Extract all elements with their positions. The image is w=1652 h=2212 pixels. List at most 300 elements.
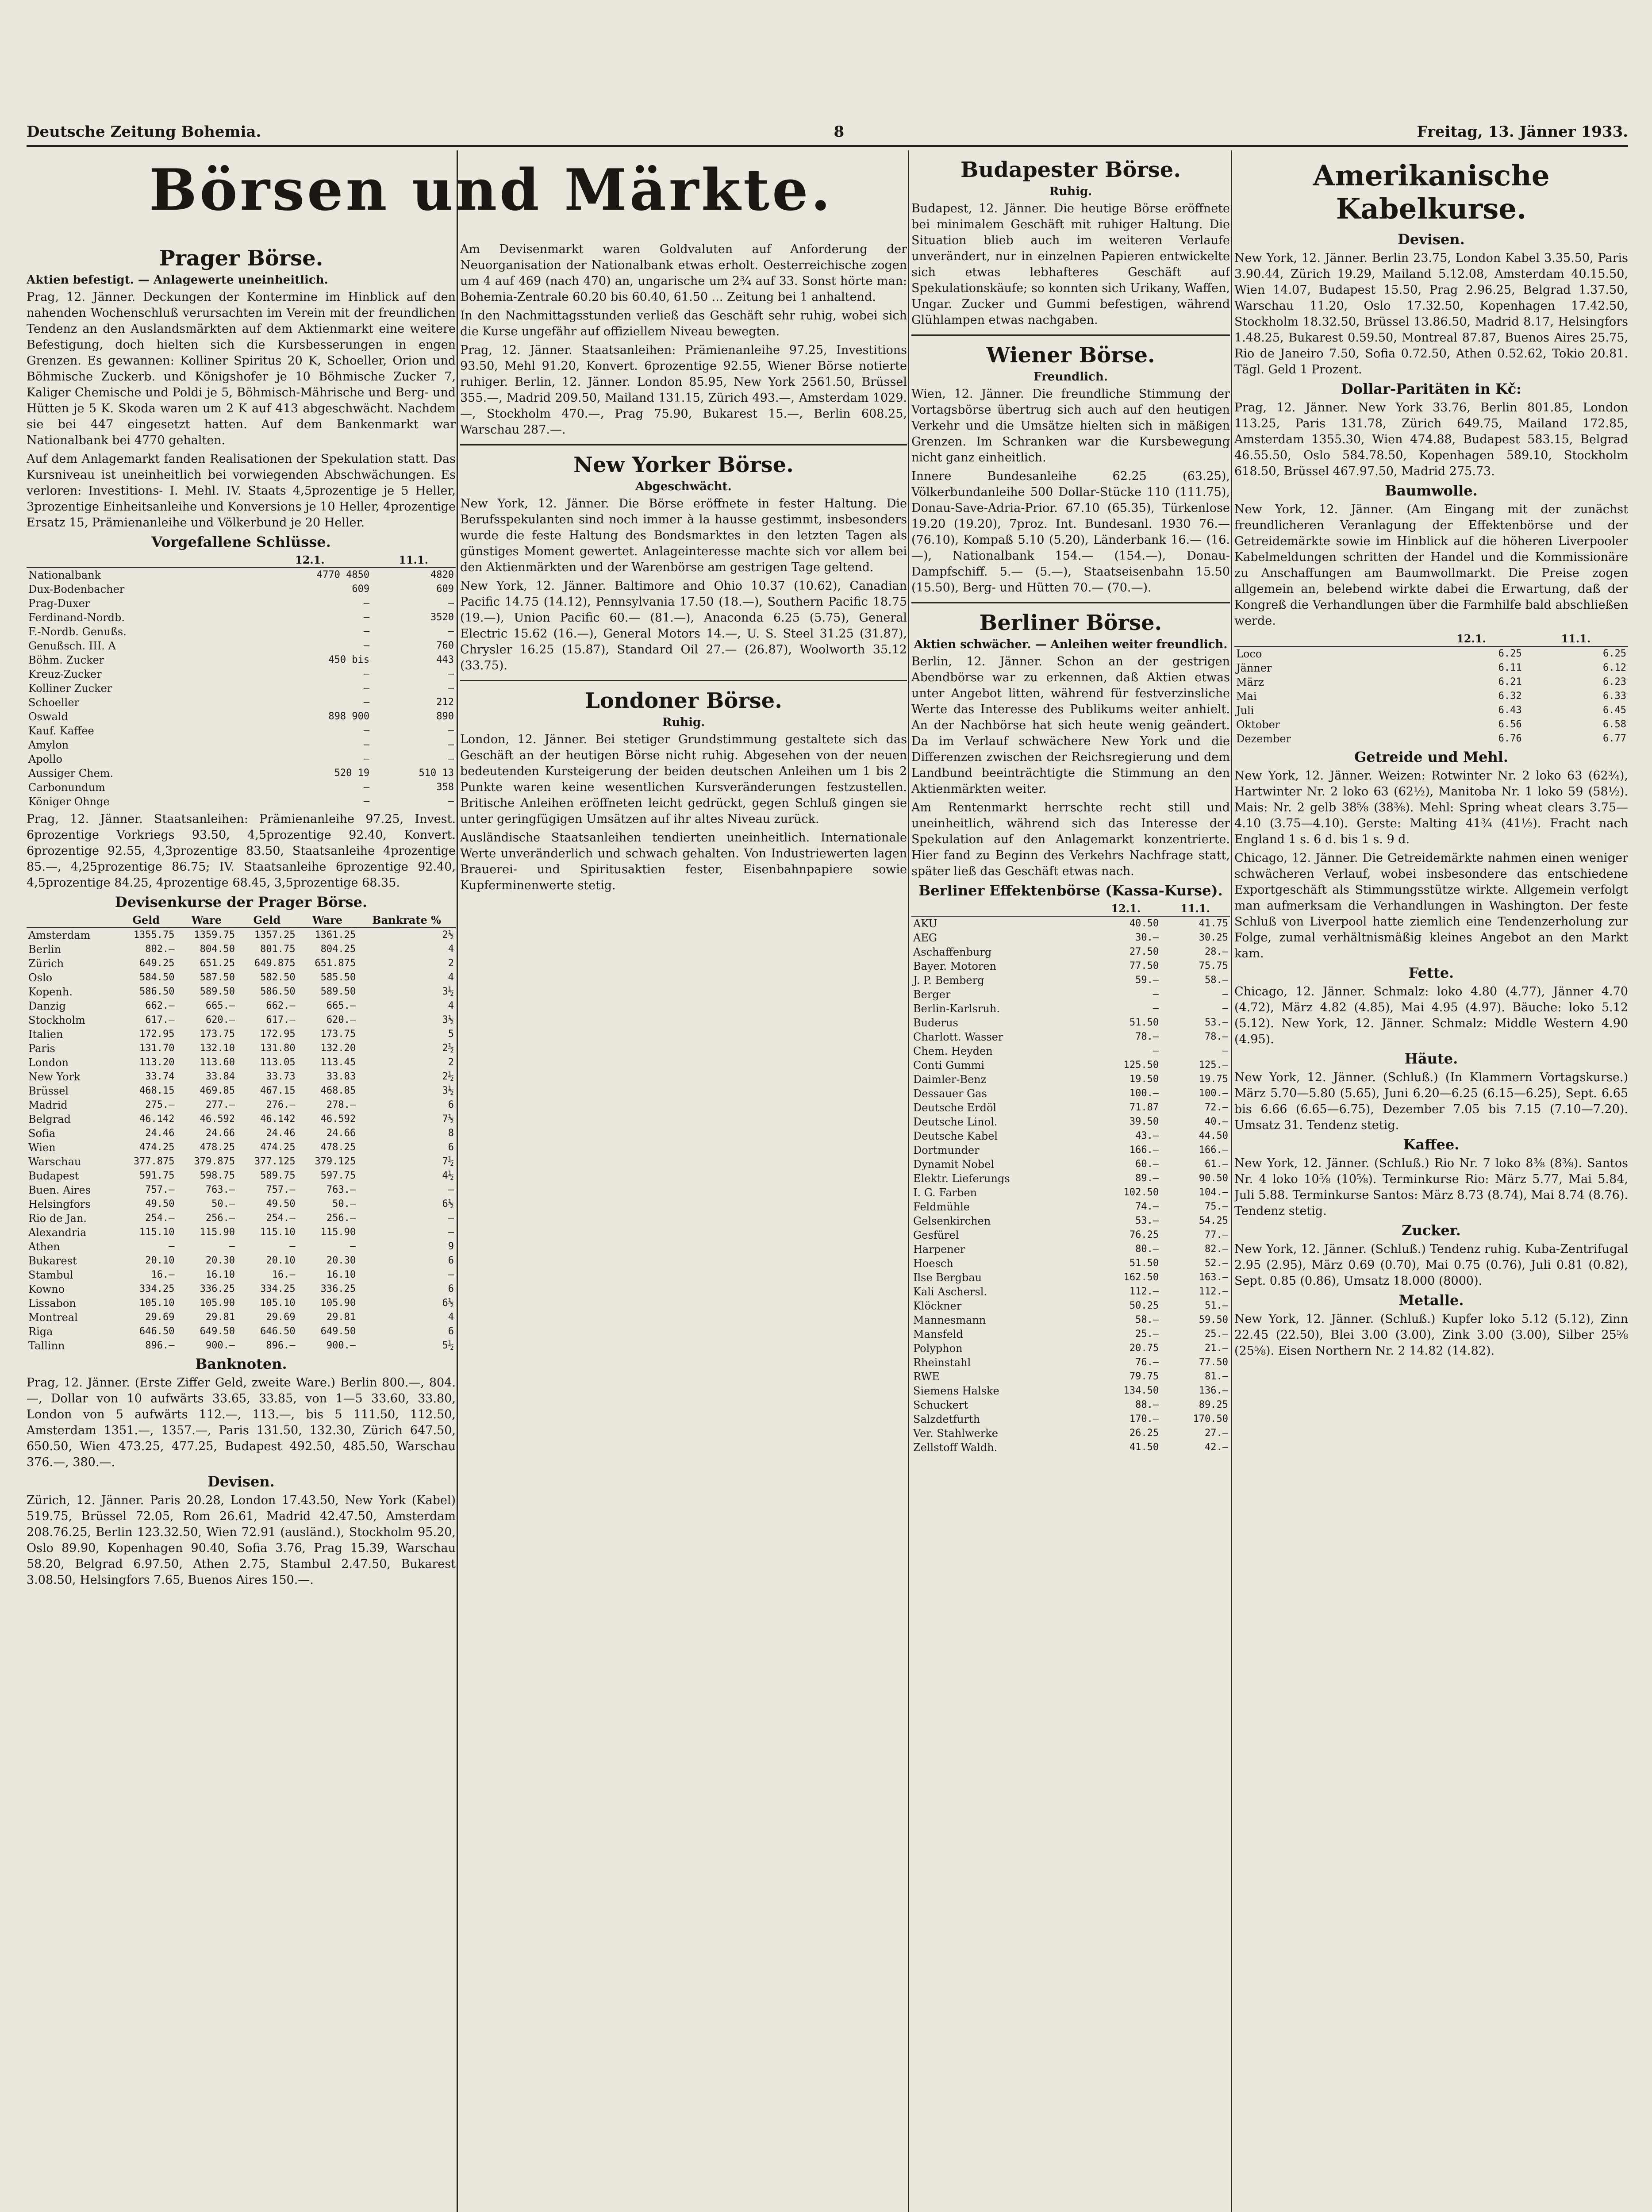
row-label: März [1236,676,1264,688]
row-label: Kowno [28,1283,65,1295]
cell-value: 60.— [1135,1159,1159,1170]
table-row [911,931,1230,945]
row-label: Prag-Duxer [28,597,90,610]
cell-value: 890 [436,711,454,722]
cell-value: 900.— [205,1340,235,1351]
cell-value: 3½ [442,1014,454,1025]
table-row [911,973,1230,987]
section-subtitle: Ruhig. [662,716,705,729]
cell-value: — [363,640,370,651]
row-label: Jänner [1236,662,1272,674]
cell-value: 589.75 [260,1170,296,1181]
table-row [1234,675,1628,689]
section-title-wien: Wiener Börse. [986,343,1155,368]
table-row [27,1254,456,1268]
table-row [911,1341,1230,1356]
cell-value: 254.— [266,1213,296,1224]
cell-value: 20.30 [205,1255,235,1266]
section-subtitle: Freundlich. [1033,370,1108,384]
table-row [911,1087,1230,1101]
row-label: Lissabon [28,1297,76,1310]
cell-value: 51.— [1205,1300,1228,1311]
cell-value: 51.50 [1129,1017,1159,1028]
masthead-title: Börsen und Märkte. [149,157,834,223]
effekten-table-title: Berliner Effektenbörse (Kassa-Kurse). [918,882,1223,899]
cell-value: 162.50 [1123,1272,1159,1283]
article-paragraph: New York, 12. Jänner. (Schluß.) Tendenz ruhig. Kuba-Zentrifugal 2.95 (2.95), März 0.69 (0.70), Mai 0.75 (0.76), Juli 0.81 (0.82), Sept. 0.85 (0.86), Umsatz 18.000 (8000). [1234,1242,1628,1288]
cell-value: 104.— [1199,1187,1228,1198]
cell-value: 6 [448,1283,454,1294]
cell-value: 649.50 [320,1326,356,1337]
column-header: Ware [177,913,237,928]
column-header: 12.1. [249,553,372,568]
row-label: Kauf. Kaffee [28,725,94,737]
row-label: Amylon [28,739,69,751]
cell-value: 277.— [205,1099,235,1110]
cell-value: — [448,683,454,694]
table-row [27,942,456,956]
row-label: Wien [28,1141,56,1154]
cell-value: 59.— [1135,975,1159,986]
cell-value: 582.50 [260,972,296,983]
cell-value: 646.50 [139,1326,175,1337]
cell-value: 804.25 [320,944,356,955]
row-label: Dux-Bodenbacher [28,583,125,595]
cell-value: — [363,598,370,609]
table-row [27,985,456,999]
row-label: Salzdetfurth [913,1413,980,1425]
cell-value: 76.— [1135,1357,1159,1368]
cell-value: 115.10 [260,1227,296,1238]
article-paragraph: New York, 12. Jänner. Weizen: Rotwinter Nr. 2 loko 63 (62¾), Hartwinter Nr. 2 loko 63 (62½), Manitoba Nr. 1 loko 59 (58½). Mais: Nr. 2 gelb 38⅝ (38⅜). Mehl: Spring wheat clears 3.75—4.10 (3.75—4.10). Gerste: Malting 41¾ (41½). Fracht nach England 1 s. 6 d. bis 1 s. 9 d. [1234,769,1628,846]
row-label: Riga [28,1325,53,1338]
article-paragraph: New York, 12. Jänner. Berlin 23.75, London Kabel 3.35.50, Paris 3.90.44, Zürich 19.29, Mailand 5.12.08, Amsterdam 40.15.50, Wien 14.07, Budapest 15.50, Prag 2.96.25, Belgrad 1.37.50, Warschau 11.20, Oslo 17.32.50, Kopenhagen 17.42.50, Stockholm 18.32.50, Brüssel 13.86.50, Madrid 8.17, Helsingfors 1.48.25, Bukarest 0.59.50, Montreal 87.87, Buenos Aires 25.75, Rio de Janeiro 7.50, Sofia 0.72.50, Athen 0.52.62, Tokio 20.81. Tägl. Geld 1 Prozent. [1234,251,1628,376]
row-label: Juli [1236,704,1254,717]
row-label: Gelsenkirchen [913,1215,991,1227]
cell-value: 40.— [1205,1116,1228,1127]
cell-value: — [229,1241,235,1252]
cell-value: 510 13 [419,768,454,779]
table-row [911,945,1230,959]
cell-value: — [1222,1045,1228,1056]
cell-value: 25.— [1205,1329,1228,1340]
table-row [27,710,456,724]
cell-value: 21.— [1205,1343,1228,1354]
table-row [911,1285,1230,1299]
table-row [911,1242,1230,1256]
article-paragraph: Prag, 12. Jänner. New York 33.76, Berlin 801.85, London 113.25, Paris 131.78, Zürich 649.75, Mailand 172.85, Amsterdam 1355.30, Wien 474.88, Budapest 583.15, Belgrad 46.55.50, Oslo 584.78.50, Kopenhagen 589.10, Stockholm 618.50, Brüssel 467.97.50, Madrid 275.73. [1234,401,1628,478]
cell-value: 81.— [1205,1371,1228,1382]
article-paragraph: New York, 12. Jänner. (Schluß.) (In Klammern Vortagskurse.) März 5.70—5.80 (5.65), Juni 6.20—6.25 (6.15—6.25), Sept. 6.65 bis 6.66 (6.65—6.75), Dezember 7.05 bis 7.15 (7.10—7.20). Umsatz 31. Tendenz stetig. [1234,1071,1628,1132]
cell-value: 4 [448,944,454,955]
section-subtitle: Aktien schwächer. — Anleihen weiter freundlich. [914,638,1228,651]
row-label: Böhm. Zucker [28,654,104,666]
row-label: Siemens Halske [913,1385,999,1397]
cell-value: 763.— [326,1184,356,1195]
cell-value: 6.25 [1603,648,1626,659]
cell-value: 665.— [205,1000,235,1011]
cell-value: 172.95 [260,1029,296,1040]
section-title-berlin: Berliner Börse. [979,611,1162,635]
table-row [27,1126,456,1141]
row-label: Klöckner [913,1300,962,1312]
cell-value: 6.76 [1498,733,1522,744]
cell-value: 651.875 [315,958,356,969]
row-label: Carbonundum [28,781,105,794]
cell-value: 6.11 [1498,662,1522,673]
cell-value: 58.— [1205,975,1228,986]
cell-value: 113.45 [320,1057,356,1068]
cell-value: — [363,626,370,637]
section-title-kabelkurse: Amerikanische Kabelkurse. [1313,159,1550,226]
cell-value: 16.10 [205,1269,235,1280]
article-paragraph: New York, 12. Jänner. (Am Eingang mit der zunächst freundlicheren Veranlagung der Effektenbörse und der Getreidemärkte sowie im Hinblick auf die höheren Liverpooler Kabelmeldungen schritten der Handel und die Kommissionäre zu Anschaffungen am Baumwollmarkt. Die Preise zogen allgemein an, belebend wirkte dabei die Erwartung, daß der Kongreß die Verhandlungen über die Farmhilfe bald abschließen werde. [1234,503,1628,628]
table-row [911,1412,1230,1426]
row-label: Harpener [913,1243,965,1256]
cell-value: 478.25 [200,1142,235,1153]
row-label: Danzig [28,1000,66,1012]
row-label: Warschau [28,1156,81,1168]
cell-value: 256.— [205,1213,235,1224]
devisen-table-title: Devisenkurse der Prager Börse. [115,894,368,910]
subsection-title: Baumwolle. [1385,482,1478,499]
table-row [27,752,456,766]
table-row [911,1030,1230,1044]
cell-value: — [448,668,454,680]
cell-value: 3½ [442,1085,454,1096]
table-row [27,1013,456,1027]
table-row [911,1072,1230,1087]
row-label: New York [28,1071,81,1083]
cell-value: 1359.75 [194,929,235,941]
cell-value: 80.— [1135,1244,1159,1255]
cell-value: 443 [436,654,454,665]
table-row [27,639,456,653]
table-row [1234,661,1628,675]
cell-value: 113.20 [139,1057,175,1068]
cell-value: 24.66 [205,1128,235,1139]
table-row [27,568,456,582]
row-label: Stockholm [28,1014,85,1026]
effekten-table [911,902,1230,1455]
row-label: Oswald [28,710,68,723]
article-paragraph: New York, 12. Jänner. Baltimore and Ohio 10.37 (10.62), Canadian Pacific 14.75 (14.12), Pennsylvania 17.50 (18.—), Southern Pacific 18.75 (19.—), Union Pacific 60.— (81.—), Anaconda 6.25 (5.75), General Electric 15.62 (16.—), General Motors 14.—, U. S. Steel 31.25 (31.87), Chrysler 16.25 (15.87), Standard Oil 27.— (26.87), Woolworth 35.12 (33.75). [460,579,907,672]
subsection-title: Getreide und Mehl. [1354,749,1509,765]
subsection-title: Fette. [1408,964,1454,981]
article-paragraph: Ausländische Staatsanleihen tendierten uneinheitlich. Internationale Werte unveränderlich und schwach gehalten. Von Industriewerten lagen Brauerei- und Spiritusaktien fester, Eisenbahnpapiere sowie Kupferminenwerte stetig. [460,831,907,892]
cell-value: 334.25 [139,1283,175,1294]
row-label: Dynamit Nobel [913,1158,994,1171]
article-paragraph: Innere Bundesanleihe 62.25 (63.25), Völkerbundanleihe 500 Dollar-Stücke 110 (111.75), Donau-Save-Adria-Prior. 67.10 (65.35), Türkenlose 19.20 (19.20), 7proz. Int. Bundesanl. 1930 76.— (76.10), Kompaß 5.10 (5.20), Länderbank 16.— (16.—), Nationalbank 154.— (154.—), Donau-Dampfschiff. 5.— (5.—), Staatseisenbahn 15.50 (15.50), Berg- und Hütten 70.— (70.—). [911,469,1230,595]
row-label: Bayer. Motoren [913,960,997,972]
cell-value: 6.21 [1498,676,1522,687]
cell-value: 24.46 [145,1128,175,1139]
row-label: Ferdinand-Nordb. [28,611,125,624]
cell-value: 6.56 [1498,719,1522,730]
table-row [911,1143,1230,1157]
cell-value: 27.50 [1129,946,1159,957]
row-label: Paris [28,1042,55,1055]
cell-value: — [1153,1003,1159,1014]
section-title-prager-boerse: Prager Börse. [159,246,323,271]
cell-value: 5 [448,1029,454,1040]
row-label: Buen. Aires [28,1184,91,1196]
table-row [1234,703,1628,718]
cell-value: 29.69 [145,1312,175,1323]
cell-value: 100.— [1129,1088,1159,1099]
cell-value: 617.— [266,1014,296,1025]
cell-value: 6.43 [1498,705,1522,716]
table-row [27,1197,456,1211]
trades-table [27,553,456,809]
article-paragraph: Chicago, 12. Jänner. Die Getreidemärkte nahmen einen weniger schwächeren Verlauf, wobei insbesondere das entschiedene Exportgeschäft als Stimmungsstütze wirkte. Allgemein verfolgt man aufmerksam die Verhandlungen in Washington. Der feste Schluß von Liverpool hatte ziemlich eine Tendenzerholung zur Folge, zumal verhältnismäßig kleines Angebot an den Markt kam. [1234,851,1628,960]
cell-value: — [1222,989,1228,1000]
table-row [27,1141,456,1155]
row-label: Alexandria [28,1226,87,1239]
subsection-title: Devisen. [1398,231,1465,248]
cell-value: 520 19 [334,768,370,779]
cell-value: — [363,668,370,680]
row-label: Aschaffenburg [913,946,992,958]
row-label: AEG [913,932,937,944]
table-row [911,1256,1230,1271]
subsection-title: Häute. [1404,1050,1458,1067]
cell-value: 71.87 [1129,1102,1159,1113]
table-row [911,1440,1230,1455]
cell-value: 173.75 [200,1029,235,1040]
cell-value: 105.10 [139,1298,175,1309]
cell-value: 649.25 [139,958,175,969]
cell-value: 102.50 [1123,1187,1159,1198]
column-three [911,150,1230,1455]
header-newspaper-name: Deutsche Zeitung Bohemia. [27,123,261,141]
cell-value: — [448,1213,454,1224]
row-label: Gesfürel [913,1229,959,1241]
row-label: Aussiger Chem. [28,767,114,780]
table-row [27,1325,456,1339]
row-label: Dezember [1236,733,1291,745]
cell-value: 468.85 [320,1085,356,1096]
cell-value: 49.50 [145,1198,175,1210]
cell-value: 804.50 [200,944,235,955]
section-title-new-york: New Yorker Börse. [573,453,794,477]
cell-value: 50.25 [1129,1300,1159,1311]
cell-value: 4 [448,1000,454,1011]
cell-value: 6 [448,1326,454,1337]
row-label: Zellstoff Waldh. [913,1441,998,1454]
table-row [1234,646,1628,661]
cell-value: 77.50 [1199,1357,1228,1368]
table-row [27,956,456,971]
table-row [27,999,456,1013]
cell-value: 170.— [1129,1413,1159,1425]
cell-value: 757.— [145,1184,175,1195]
cell-value: 163.— [1199,1272,1228,1283]
table-row [911,1327,1230,1341]
table-row [27,1155,456,1169]
cell-value: 6 [448,1255,454,1266]
cell-value: 256.— [326,1213,356,1224]
row-label: Ilse Bergbau [913,1271,982,1284]
cell-value: 8 [448,1128,454,1139]
row-label: Apollo [28,753,62,765]
row-label: Stambul [28,1269,73,1281]
cell-value: 7½ [442,1156,454,1167]
table-row [27,667,456,681]
row-label: Buderus [913,1017,958,1029]
cell-value: — [448,1269,454,1280]
cell-value: 474.25 [260,1142,296,1153]
article-paragraph: New York, 12. Jänner. Die Börse eröffnete in fester Haltung. Die Berufsspekulanten sind noch immer à la hausse gestimmt, insbesonders wurde die feste Haltung des Bondsmarktes in den letzten Tagen als günstiges Moment gewertet. Anlageinteresse machte sich vor allem bei den Aktienmärkten und der Warenbörse am gestrigen Tage geltend. [460,497,907,574]
cell-value: — [1153,1045,1159,1056]
column-header: Geld [116,913,177,928]
cell-value: 1355.75 [133,929,175,941]
article-paragraph: In den Nachmittagsstunden verließ das Geschäft sehr ruhig, wobei sich die Kurse ungefähr auf offiziellem Niveau bewegten. [460,309,907,338]
cell-value: 760 [436,640,454,651]
row-label: Oktober [1236,718,1280,731]
cell-value: 275.— [145,1099,175,1110]
cell-value: 170.50 [1193,1413,1228,1425]
table-row [1234,689,1628,703]
baumwolle-table [1234,632,1628,746]
column-rule [1231,150,1232,2212]
subsection-title: Kaffee. [1403,1136,1460,1153]
cell-value: 29.81 [326,1312,356,1323]
column-rule [908,150,909,2212]
row-label: Mannesmann [913,1314,986,1326]
cell-value: 6.33 [1603,691,1626,702]
column-prager-boerse [27,150,456,1591]
row-label: Conti Gummi [913,1059,985,1071]
cell-value: 900.— [326,1340,356,1351]
cell-value: 2 [448,1057,454,1068]
table-row [911,1426,1230,1440]
article-paragraph: Zürich, 12. Jänner. Paris 20.28, London 17.43.50, New York (Kabel) 519.75, Brüssel 72.05, Rom 26.61, Madrid 42.47.50, Amsterdam 208.76.25, Berlin 123.32.50, Wien 72.91 (ausländ.), Stockholm 95.20, Oslo 89.90, Kopenhagen 90.40, Sofia 3.76, Prag 15.39, Warschau 58.20, Belgrad 6.97.50, Athen 2.75, Stambul 2.47.50, Bukarest 3.08.50, Helsingfors 7.65, Buenos Aires 150.—. [27,1494,456,1587]
cell-value: 113.05 [260,1057,296,1068]
cell-value: — [448,1184,454,1195]
row-label: Budapest [28,1170,79,1182]
cell-value: 6 [448,1142,454,1153]
cell-value: 2 [448,958,454,969]
table-row [911,1002,1230,1016]
table-row [27,1225,456,1240]
article-paragraph: Berlin, 12. Jänner. Schon an der gestrigen Abendbörse war zu erkennen, daß Aktien etwas unter Angebot litten, während für festverzinsliche Werte das Interesse des Publikums weiter anhielt. An der Nachbörse hat sich heute wenig geändert. Da im Verlauf schwächere New York und die Differenzen zwischen der Reichsregierung und dem Landbund beeinträchtigte die Stimmung an den Aktienmärkten weiter. [911,655,1230,796]
cell-value: 90.50 [1199,1173,1228,1184]
section-title-london: Londoner Börse. [585,688,782,713]
row-label: Mai [1236,690,1257,703]
row-label: F.-Nordb. Genußs. [28,626,127,638]
header-page-number: 8 [834,123,845,141]
cell-value: 2½ [442,1071,454,1082]
table-row [27,795,456,809]
section-subtitle: Abgeschwächt. [635,480,732,493]
table-row [27,1282,456,1296]
devisen-table [27,913,456,1353]
cell-value: 212 [436,697,454,708]
row-label: Schoeller [28,696,80,709]
cell-value: 3520 [430,612,454,623]
row-label: Deutsche Linol. [913,1116,998,1128]
cell-value: 24.46 [266,1128,296,1139]
cell-value: 79.75 [1129,1371,1159,1382]
table-row [27,724,456,738]
cell-value: 7½ [442,1114,454,1125]
cell-value: 33.84 [205,1071,235,1082]
row-label: Bukarest [28,1255,77,1267]
row-label: Kopenh. [28,986,73,998]
column-two [460,150,907,896]
cell-value: 39.50 [1129,1116,1159,1127]
row-label: Daimler-Benz [913,1073,987,1086]
cell-value: 115.10 [139,1227,175,1238]
table-row [911,987,1230,1002]
cell-value: 30.— [1135,932,1159,943]
article-paragraph: Wien, 12. Jänner. Die freundliche Stimmung der Vortagsbörse übertrug sich auch auf den heutigen Verkehr und die Umsätze hielten sich in mäßigen Grenzen. Im Schranken war die Kursbewegung nicht ganz einheitlich. [911,387,1230,465]
cell-value: 52.— [1205,1258,1228,1269]
cell-value: 46.142 [139,1114,175,1125]
column-header: Bankrate % [357,913,456,928]
cell-value: 598.75 [200,1170,235,1181]
row-label: RWE [913,1371,940,1383]
cell-value: 6.12 [1603,662,1626,673]
cell-value: 662.— [266,1000,296,1011]
cell-value: 131.80 [260,1043,296,1054]
cell-value: 76.25 [1129,1229,1159,1240]
cell-value: 4 [448,1312,454,1323]
cell-value: 1361.25 [315,929,356,941]
table-row [27,596,456,611]
table-row [27,1169,456,1183]
cell-value: 50.— [211,1198,235,1210]
cell-value: 469.85 [200,1085,235,1096]
column-header: 12.1. [1419,632,1523,646]
cell-value: 125.50 [1123,1060,1159,1071]
cell-value: 74.— [1135,1201,1159,1212]
cell-value: — [289,1241,296,1252]
cell-value: 646.50 [260,1326,296,1337]
cell-value: 19.75 [1199,1074,1228,1085]
table-row [27,1310,456,1325]
table-row [1234,718,1628,732]
article-paragraph: Prag, 12. Jänner. (Erste Ziffer Geld, zweite Ware.) Berlin 800.—, 804.—, Dollar von 10 aufwärts 33.65, 33.85, von 1—5 33.60, 33.80, London von 5 aufwärts 112.—, 113.—, bis 5 111.50, 112.50, Amsterdam 1351.—, 1357.—, Paris 131.50, 132.30, Zürich 647.50, 650.50, Wien 473.25, 477.25, Budapest 492.50, 485.50, Warschau 376.—, 380.—. [27,1376,456,1469]
cell-value: 2½ [442,929,454,941]
table-row [911,1313,1230,1327]
cell-value: 172.95 [139,1029,175,1040]
cell-value: 665.— [326,1000,356,1011]
table-row [27,1183,456,1197]
row-label: J. P. Bemberg [913,974,984,987]
cell-value: 40.50 [1129,918,1159,929]
row-label: London [28,1056,69,1069]
cell-value: 42.— [1205,1442,1228,1453]
cell-value: 100.— [1199,1088,1228,1099]
cell-value: — [363,739,370,750]
row-label: Elektr. Lieferungs [913,1172,1010,1185]
row-label: Kolliner Zucker [28,682,112,695]
cell-value: 77.— [1205,1229,1228,1240]
article-paragraph: New York, 12. Jänner. (Schluß.) Rio Nr. 7 loko 8⅜ (8⅜). Santos Nr. 4 loko 10⅝ (10⅝). Terminkurse Rio: März 5.77, Mai 5.84, Juli 5.88. Terminkurse Santos: März 8.73 (8.74), Mai 8.74 (8.76). Tendenz stetig. [1234,1156,1628,1218]
column-header [27,913,116,928]
section-subtitle: Aktien befestigt. — Anlagewerte uneinheitlich. [27,273,328,287]
cell-value: 450 bis [328,654,370,665]
cell-value: 6.25 [1498,648,1522,659]
cell-value: 25.— [1135,1329,1159,1340]
table-row [27,1296,456,1310]
cell-value: 19.50 [1129,1074,1159,1085]
cell-value: 112.— [1129,1286,1159,1297]
table-row [911,1398,1230,1412]
cell-value: 620.— [326,1014,356,1025]
